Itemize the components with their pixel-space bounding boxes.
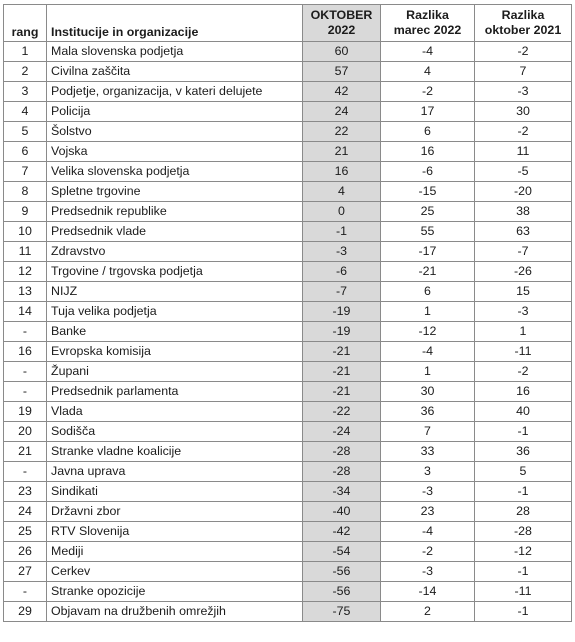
cell-diff-october-2021: -11 [475,582,572,602]
cell-october-2022: 21 [303,142,381,162]
cell-october-2022: -24 [303,422,381,442]
cell-october-2022: 60 [303,42,381,62]
cell-rang: 11 [4,242,47,262]
cell-diff-october-2021: 30 [475,102,572,122]
cell-institution: Evropska komisija [47,342,303,362]
cell-diff-march-2022: 17 [381,102,475,122]
cell-institution: Predsednik vlade [47,222,303,242]
cell-rang: - [4,322,47,342]
cell-diff-october-2021: -5 [475,162,572,182]
table-row [4,402,572,422]
cell-rang: 24 [4,502,47,522]
table-row [4,382,572,402]
cell-diff-march-2022: 16 [381,142,475,162]
cell-diff-october-2021: -12 [475,542,572,562]
cell-diff-march-2022: -4 [381,522,475,542]
cell-institution: Šolstvo [47,122,303,142]
cell-october-2022: 0 [303,202,381,222]
cell-rang: 8 [4,182,47,202]
cell-diff-march-2022: 55 [381,222,475,242]
cell-diff-march-2022: -3 [381,562,475,582]
cell-rang: 26 [4,542,47,562]
cell-diff-october-2021: -3 [475,302,572,322]
cell-institution: Civilna zaščita [47,62,303,82]
header-diff-march-2022 [381,5,475,42]
cell-october-2022: 16 [303,162,381,182]
cell-diff-october-2021: -28 [475,522,572,542]
table-row [4,262,572,282]
cell-diff-march-2022: 33 [381,442,475,462]
cell-diff-march-2022: 1 [381,362,475,382]
table-row [4,302,572,322]
cell-october-2022: -56 [303,562,381,582]
cell-diff-march-2022: 1 [381,302,475,322]
cell-october-2022: -40 [303,502,381,522]
cell-institution: Policija [47,102,303,122]
cell-october-2022: -56 [303,582,381,602]
cell-rang: 7 [4,162,47,182]
cell-rang: 5 [4,122,47,142]
cell-rang: 19 [4,402,47,422]
table-row [4,542,572,562]
cell-october-2022: -3 [303,242,381,262]
cell-institution: Objavam na družbenih omrežjih [47,602,303,622]
cell-diff-october-2021: 1 [475,322,572,342]
cell-rang: - [4,462,47,482]
cell-institution: Javna uprava [47,462,303,482]
cell-diff-march-2022: -21 [381,262,475,282]
cell-diff-october-2021: 5 [475,462,572,482]
cell-rang: 14 [4,302,47,322]
cell-october-2022: -75 [303,602,381,622]
cell-diff-march-2022: 2 [381,602,475,622]
cell-diff-october-2021: 36 [475,442,572,462]
table-row [4,182,572,202]
cell-institution: Stranke opozicije [47,582,303,602]
cell-rang: 10 [4,222,47,242]
table-row [4,82,572,102]
cell-diff-march-2022: -2 [381,542,475,562]
cell-institution: Zdravstvo [47,242,303,262]
cell-october-2022: -22 [303,402,381,422]
cell-diff-march-2022: -12 [381,322,475,342]
cell-institution: Banke [47,322,303,342]
cell-rang: 21 [4,442,47,462]
cell-diff-october-2021: -2 [475,42,572,62]
cell-diff-october-2021: 11 [475,142,572,162]
table-body [4,42,572,622]
cell-rang: 23 [4,482,47,502]
cell-diff-october-2021: -26 [475,262,572,282]
cell-rang: 12 [4,262,47,282]
cell-october-2022: 57 [303,62,381,82]
cell-institution: RTV Slovenija [47,522,303,542]
cell-diff-march-2022: 6 [381,122,475,142]
header-diff-oct-line1: Razlika [501,8,545,22]
cell-diff-march-2022: -4 [381,342,475,362]
cell-rang: - [4,582,47,602]
cell-institution: Podjetje, organizacija, v kateri delujete [47,82,303,102]
cell-diff-march-2022: -2 [381,82,475,102]
cell-institution: Velika slovenska podjetja [47,162,303,182]
table-row [4,602,572,622]
cell-rang: 9 [4,202,47,222]
cell-october-2022: -54 [303,542,381,562]
table-row [4,582,572,602]
table-row [4,142,572,162]
cell-institution: Sindikati [47,482,303,502]
cell-october-2022: -21 [303,342,381,362]
cell-diff-october-2021: 40 [475,402,572,422]
cell-diff-march-2022: 25 [381,202,475,222]
cell-institution: Vlada [47,402,303,422]
cell-october-2022: -1 [303,222,381,242]
table-row [4,242,572,262]
cell-diff-october-2021: -7 [475,242,572,262]
cell-rang: 1 [4,42,47,62]
cell-diff-october-2021: 63 [475,222,572,242]
cell-diff-october-2021: -11 [475,342,572,362]
cell-diff-march-2022: -4 [381,42,475,62]
cell-institution: Mediji [47,542,303,562]
table-row [4,422,572,442]
cell-institution: Župani [47,362,303,382]
table-row [4,482,572,502]
cell-diff-october-2021: -2 [475,122,572,142]
cell-rang: 25 [4,522,47,542]
cell-diff-october-2021: -20 [475,182,572,202]
table-row [4,322,572,342]
cell-october-2022: 22 [303,122,381,142]
table-row [4,442,572,462]
table-row [4,502,572,522]
cell-institution: Tuja velika podjetja [47,302,303,322]
cell-rang: 16 [4,342,47,362]
cell-diff-march-2022: -15 [381,182,475,202]
table-header [4,5,572,42]
cell-october-2022: -28 [303,442,381,462]
cell-october-2022: -28 [303,462,381,482]
cell-rang: 27 [4,562,47,582]
cell-diff-march-2022: 6 [381,282,475,302]
header-institution: Institucije in organizacije [47,5,303,42]
trust-ranking-table [3,4,572,622]
cell-diff-october-2021: -1 [475,562,572,582]
cell-rang: - [4,382,47,402]
cell-institution: Državni zbor [47,502,303,522]
cell-institution: Predsednik republike [47,202,303,222]
cell-diff-march-2022: -6 [381,162,475,182]
cell-october-2022: -21 [303,362,381,382]
cell-institution: NIJZ [47,282,303,302]
cell-diff-march-2022: 30 [381,382,475,402]
table-row [4,222,572,242]
table-row [4,362,572,382]
header-diff-oct-line2: oktober 2021 [484,23,562,37]
header-row [4,5,572,42]
cell-diff-october-2021: -3 [475,82,572,102]
table-row [4,562,572,582]
cell-institution: Cerkev [47,562,303,582]
cell-diff-october-2021: -1 [475,422,572,442]
cell-institution: Vojska [47,142,303,162]
header-diff-march-line1: Razlika [406,8,449,22]
cell-diff-october-2021: 16 [475,382,572,402]
cell-diff-october-2021: 38 [475,202,572,222]
cell-rang: 6 [4,142,47,162]
cell-rang: 20 [4,422,47,442]
cell-diff-october-2021: 15 [475,282,572,302]
table-row [4,522,572,542]
cell-diff-october-2021: -2 [475,362,572,382]
cell-diff-march-2022: 36 [381,402,475,422]
cell-diff-march-2022: -17 [381,242,475,262]
table-row [4,62,572,82]
cell-october-2022: 4 [303,182,381,202]
cell-diff-march-2022: 7 [381,422,475,442]
cell-diff-october-2021: -1 [475,602,572,622]
cell-rang: 13 [4,282,47,302]
cell-institution: Stranke vladne koalicije [47,442,303,462]
header-diff-october-2021 [475,5,572,42]
cell-october-2022: -21 [303,382,381,402]
cell-rang: 3 [4,82,47,102]
cell-diff-march-2022: 23 [381,502,475,522]
header-diff-march-line2: marec 2022 [393,23,462,37]
cell-diff-october-2021: -1 [475,482,572,502]
cell-rang: - [4,362,47,382]
cell-diff-march-2022: 3 [381,462,475,482]
table-row [4,42,572,62]
cell-october-2022: -19 [303,302,381,322]
cell-rang: 2 [4,62,47,82]
header-october-line1: OKTOBER [310,8,373,22]
header-october-2022 [303,5,381,42]
cell-diff-october-2021: 28 [475,502,572,522]
cell-rang: 29 [4,602,47,622]
cell-october-2022: -19 [303,322,381,342]
cell-october-2022: -34 [303,482,381,502]
header-october-line2: 2022 [327,23,356,37]
cell-diff-march-2022: -3 [381,482,475,502]
cell-october-2022: 24 [303,102,381,122]
table-row [4,202,572,222]
table-row [4,462,572,482]
cell-october-2022: -7 [303,282,381,302]
cell-october-2022: 42 [303,82,381,102]
header-rang: rang [4,5,47,42]
cell-diff-march-2022: -14 [381,582,475,602]
table-row [4,122,572,142]
cell-institution: Predsednik parlamenta [47,382,303,402]
cell-institution: Trgovine / trgovska podjetja [47,262,303,282]
cell-diff-march-2022: 4 [381,62,475,82]
cell-institution: Sodišča [47,422,303,442]
table-row [4,162,572,182]
table-row [4,102,572,122]
cell-institution: Mala slovenska podjetja [47,42,303,62]
cell-institution: Spletne trgovine [47,182,303,202]
cell-october-2022: -6 [303,262,381,282]
cell-rang: 4 [4,102,47,122]
table-row [4,282,572,302]
cell-diff-october-2021: 7 [475,62,572,82]
cell-october-2022: -42 [303,522,381,542]
table-row [4,342,572,362]
